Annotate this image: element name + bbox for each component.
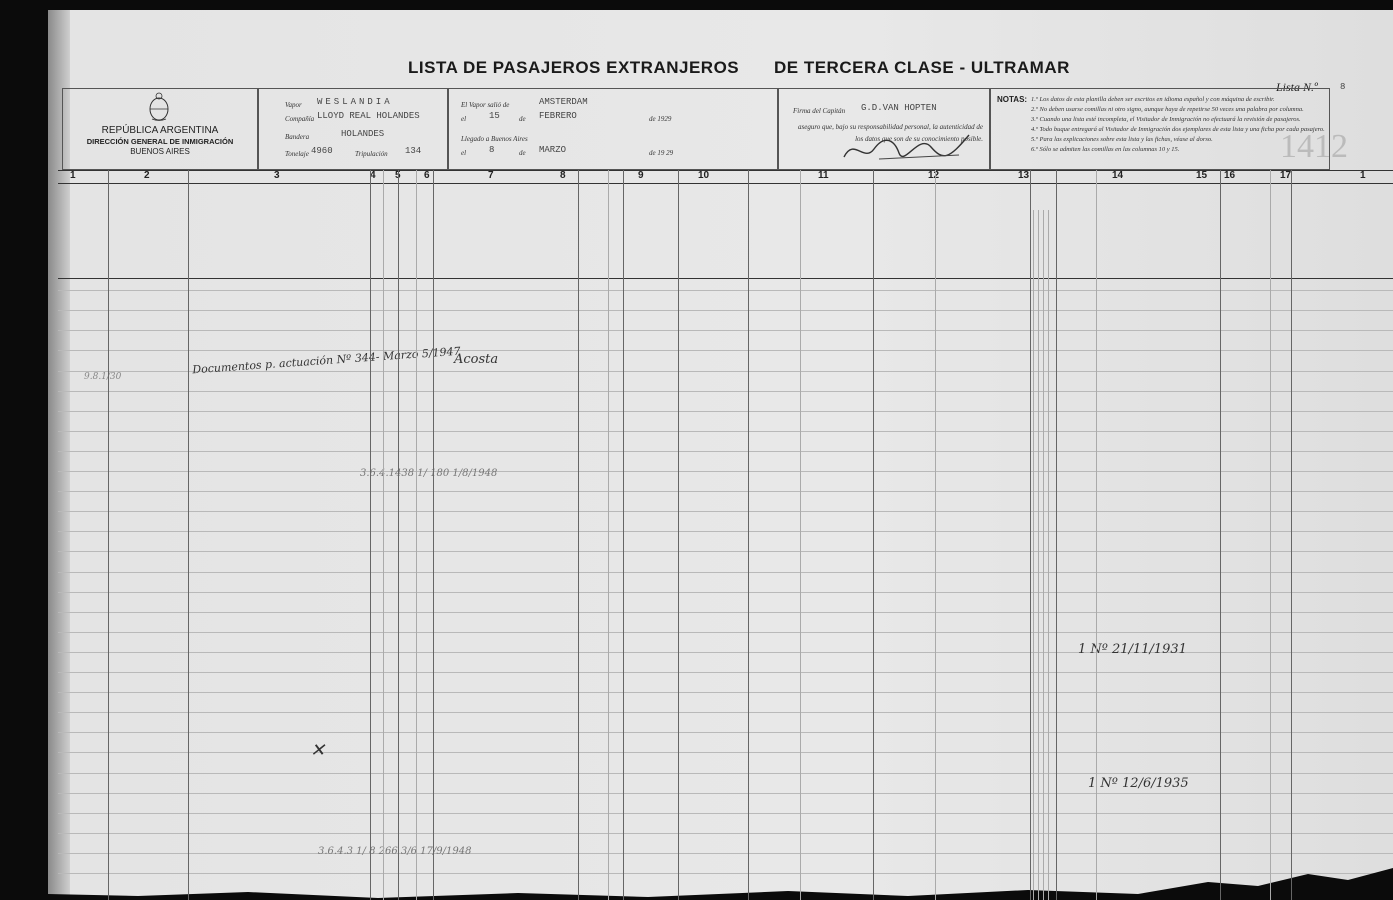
column-number: 15 xyxy=(1196,170,1208,181)
column-divider xyxy=(108,170,109,900)
column-headers xyxy=(58,182,1393,279)
column-number: 9 xyxy=(638,170,644,181)
tonelaje-label: Tonelaje xyxy=(285,150,309,158)
republic-line1: REPÚBLICA ARGENTINA xyxy=(101,125,219,136)
column-divider xyxy=(1056,170,1057,900)
table-row xyxy=(48,332,1393,352)
table-row xyxy=(48,453,1393,473)
tonelaje-value: 4960 xyxy=(311,146,333,156)
llegado-month: MARZO xyxy=(539,145,567,155)
table-row xyxy=(48,674,1393,694)
cross-mark-icon: ✕ xyxy=(310,740,326,761)
column-divider xyxy=(1270,170,1271,900)
republic-box xyxy=(62,88,258,170)
column-number: 11 xyxy=(818,170,829,181)
annotation-documentos: Documentos p. actuación Nº 344- Marzo 5/1947 xyxy=(191,344,461,377)
firma-label: Firma del Capitán xyxy=(793,107,846,115)
column-number: 16 xyxy=(1224,170,1236,181)
column-divider xyxy=(1033,210,1034,900)
column-divider xyxy=(383,170,384,900)
column-number: 8 xyxy=(560,170,566,181)
republic-line3: BUENOS AIRES xyxy=(130,147,190,156)
column-divider xyxy=(578,170,579,900)
salio-day: 15 xyxy=(489,111,500,121)
llegado-day: 8 xyxy=(489,145,495,155)
voyage-box xyxy=(448,88,778,170)
nota-item: 4.º Todo buque entregará al Visitador de Inmigración dos ejemplares de esta lista y una ficha por cada pasajero. xyxy=(1031,126,1325,133)
bandera-label: Bandera xyxy=(285,133,310,141)
torn-edge xyxy=(48,860,1393,900)
nota-item: 1.º Los datos de esta planilla deben ser escritos en idioma español y con máquina de escribir. xyxy=(1031,96,1275,103)
column-divider xyxy=(433,170,434,900)
column-divider xyxy=(1291,170,1292,900)
column-number: 12 xyxy=(928,170,940,181)
nota-item: 2.º No deben usarse comillas ni otro signo, aunque haya de repetirse 50 veces una palabra por columna. xyxy=(1031,106,1304,113)
table-row xyxy=(48,734,1393,754)
bandera-value: HOLANDES xyxy=(341,129,385,139)
salio-el-label: el xyxy=(461,115,467,123)
coat-of-arms-icon xyxy=(147,91,171,123)
column-divider xyxy=(370,170,371,900)
title-left: LISTA DE PASAJEROS EXTRANJEROS xyxy=(408,58,740,77)
compania-value: LLOYD REAL HOLANDES xyxy=(317,111,420,121)
column-divider xyxy=(1038,210,1039,900)
table-row xyxy=(48,413,1393,433)
lista-value: 8 xyxy=(1340,82,1346,92)
salio-label: El Vapor salió de xyxy=(461,101,510,109)
column-number: 4 xyxy=(370,170,376,181)
table-row xyxy=(48,714,1393,734)
column-divider xyxy=(1220,170,1221,900)
table-row xyxy=(48,493,1393,513)
table-row xyxy=(48,312,1393,332)
firma-value: G.D.VAN HOPTEN xyxy=(861,103,937,113)
salio-de-label: de xyxy=(519,115,526,123)
table-row xyxy=(48,614,1393,634)
nota-item: 6.º Sólo se admiten las comillas en las columnas 10 y 15. xyxy=(1031,146,1180,153)
column-divider xyxy=(623,170,624,900)
vapor-label: Vapor xyxy=(285,101,302,109)
ship-box xyxy=(258,88,448,170)
salio-value: AMSTERDAM xyxy=(539,97,588,107)
column-divider xyxy=(608,170,609,900)
table-row xyxy=(48,533,1393,553)
salio-month: FEBRERO xyxy=(539,111,577,121)
table-row xyxy=(48,292,1393,312)
column-number: 2 xyxy=(144,170,150,181)
column-number: 7 xyxy=(488,170,494,181)
column-divider xyxy=(800,170,801,900)
captain-box xyxy=(778,88,990,170)
column-number: 17 xyxy=(1280,170,1292,181)
table-row xyxy=(48,553,1393,573)
column-divider xyxy=(1043,210,1044,900)
table-row xyxy=(48,513,1393,533)
column-number: 14 xyxy=(1112,170,1124,181)
tripulacion-value: 134 xyxy=(405,146,422,156)
large-stamp-number: 1412 xyxy=(1280,128,1348,165)
notas-label: NOTAS: xyxy=(997,95,1028,104)
lista-label: Lista N.º xyxy=(1276,80,1318,94)
column-divider xyxy=(678,170,679,900)
compania-label: Compañía xyxy=(285,115,315,123)
column-number: 3 xyxy=(274,170,280,181)
table-row xyxy=(48,594,1393,614)
republic-line2: DIRECCIÓN GENERAL DE INMIGRACIÓN xyxy=(86,137,234,146)
llegado-de-label: de xyxy=(519,149,526,157)
column-number: 1 xyxy=(70,170,76,181)
table-row xyxy=(48,393,1393,413)
column-divider xyxy=(188,170,189,900)
column-number: 1 xyxy=(1360,170,1366,181)
table-row xyxy=(48,574,1393,594)
column-number: 6 xyxy=(424,170,430,181)
llegado-label: Llegado a Buenos Aires xyxy=(461,135,528,143)
table-row xyxy=(48,775,1393,795)
annotation-row20: 1 Nº 21/11/1931 xyxy=(1078,642,1187,657)
title-right: DE TERCERA CLASE - ULTRAMAR xyxy=(774,58,1070,77)
table-row xyxy=(48,272,1393,292)
table-row xyxy=(48,694,1393,714)
nota-item: 3.º Cuando una lista esté incompleta, el Visitador de Inmigración no efectuará la revisión de pasajeros. xyxy=(1031,116,1301,123)
column-divider xyxy=(1096,170,1097,900)
table-row xyxy=(48,634,1393,654)
column-number: 13 xyxy=(1018,170,1030,181)
llegado-year: de 19 29 xyxy=(649,149,674,157)
table-row xyxy=(48,654,1393,674)
captain-statement: aseguro que, bajo su responsabilidad personal, la autenticidad de los datos que son de su conocimiento posible. xyxy=(798,123,983,143)
annotation-row11: 3.6.4.1438 1/ 180 1/8/1948 xyxy=(360,468,498,479)
column-divider xyxy=(873,170,874,900)
captain-signature-icon xyxy=(839,129,979,165)
ledger-page xyxy=(48,10,1393,900)
tripulacion-label: Tripulación xyxy=(355,150,388,158)
column-number: 10 xyxy=(698,170,710,181)
column-number: 5 xyxy=(395,170,401,181)
notas-box xyxy=(990,88,1330,170)
column-divider xyxy=(748,170,749,900)
salio-year: de 1929 xyxy=(649,115,672,123)
nota-item: 5.º Para las explicaciones sobre esta lista y las fichas, véase al dorso. xyxy=(1031,136,1213,143)
table-row xyxy=(48,815,1393,835)
column-divider xyxy=(1030,170,1031,900)
annotation-row30: 3.6.4.3 1/ 8 266 3/6 17/9/1948 xyxy=(318,846,472,857)
table-row xyxy=(48,373,1393,393)
annotation-row6-margin: 9.8.1/30 xyxy=(84,372,122,382)
column-divider xyxy=(1048,210,1049,900)
column-divider xyxy=(398,170,399,900)
annotation-acosta: Acosta xyxy=(454,352,499,367)
table-row xyxy=(48,795,1393,815)
table-row xyxy=(48,835,1393,855)
column-divider xyxy=(935,170,936,900)
vapor-value: WESLANDIA xyxy=(317,97,393,107)
table-row xyxy=(48,473,1393,493)
table-row xyxy=(48,433,1393,453)
llegado-el-label: el xyxy=(461,149,467,157)
column-divider xyxy=(416,170,417,900)
annotation-row26: 1 Nº 12/6/1935 xyxy=(1088,776,1189,791)
table-row xyxy=(48,754,1393,774)
